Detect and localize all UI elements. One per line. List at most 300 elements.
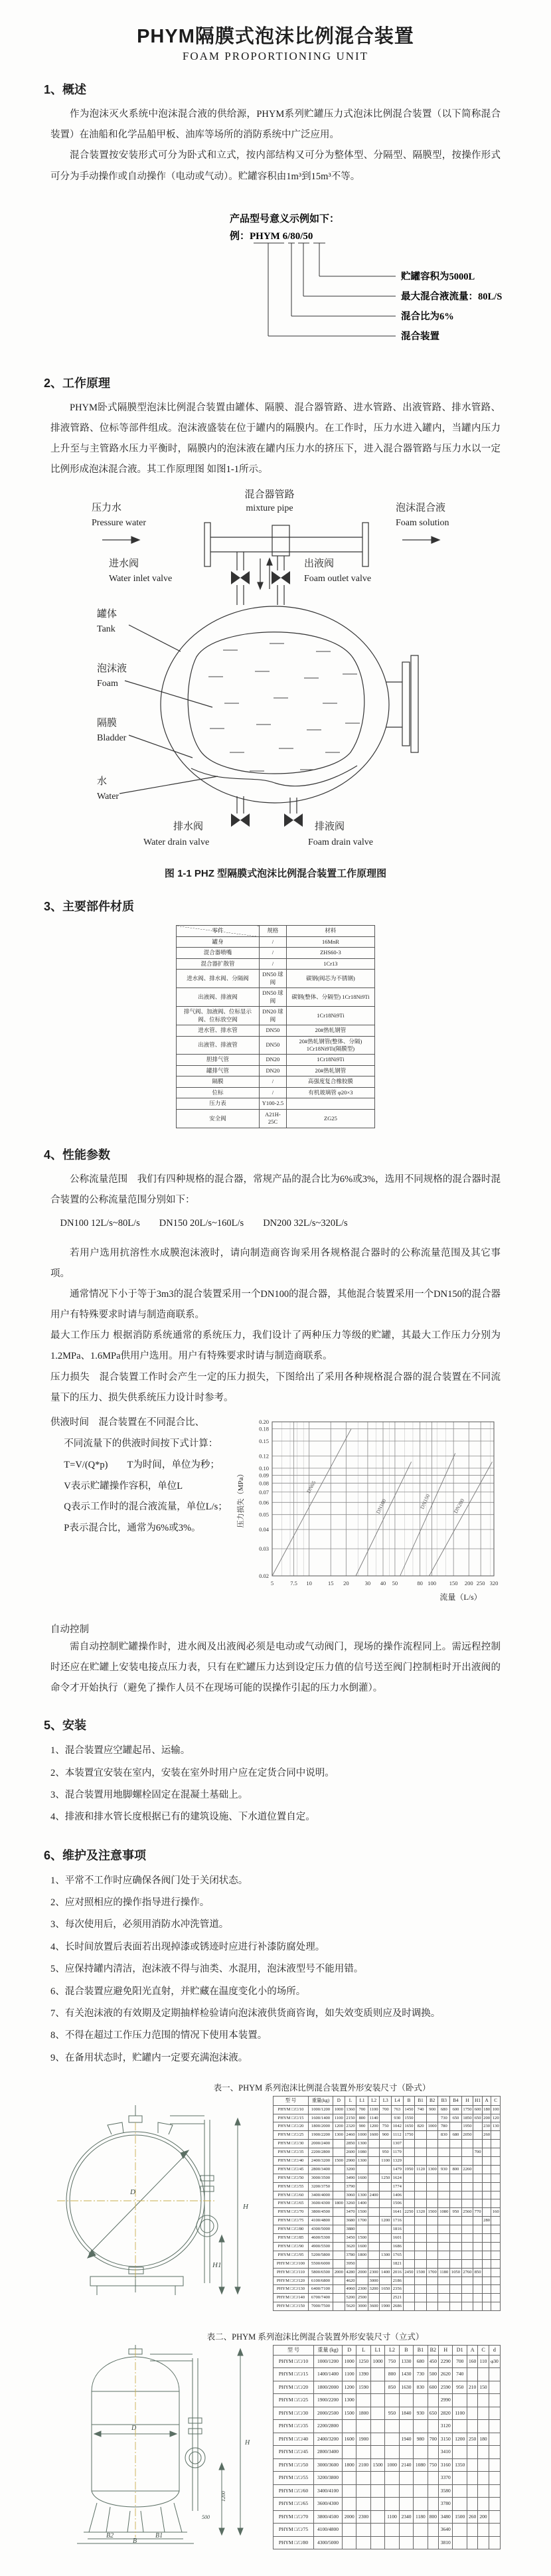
table-cell: 600 [473, 2105, 483, 2114]
table-cell [438, 2259, 450, 2268]
model-label-unit: 混合装置 [401, 331, 439, 342]
table-cell [438, 2191, 450, 2199]
svg-text:mixture pipe: mixture pipe [246, 503, 293, 514]
table-cell [467, 2536, 477, 2549]
table-cell [414, 2420, 428, 2433]
table-cell: 1140 [368, 2114, 380, 2122]
table-cell [399, 2524, 413, 2537]
column-header: A [467, 2345, 477, 2355]
table-cell [415, 2225, 427, 2234]
table-cell [478, 2472, 489, 2485]
table-cell [368, 2140, 380, 2148]
table-cell: 1250 [356, 2355, 370, 2368]
table-cell [370, 2484, 384, 2498]
table-cell [461, 2302, 473, 2311]
table-cell [426, 2174, 438, 2182]
table-cell: 3410 [439, 2446, 453, 2459]
table-cell: 2100 [356, 2458, 370, 2472]
table-cell: 1800 [356, 2251, 368, 2259]
dimensions-table-horizontal [273, 2096, 501, 2311]
table-cell: 210 [467, 2381, 477, 2394]
table-cell: 2460 [345, 2131, 356, 2140]
column-header: L2 [385, 2345, 399, 2355]
table-cell [461, 2259, 473, 2268]
table-cell: 位标 [177, 1087, 260, 1098]
table-cell [482, 2174, 491, 2182]
dim-label-b2: B2 [106, 2532, 114, 2539]
table-cell [482, 2302, 491, 2311]
table-cell [461, 2191, 473, 2199]
table-cell: 6700/7400 [309, 2294, 333, 2302]
svg-text:混合器管路: 混合器管路 [244, 489, 295, 501]
section1-para1: 作为泡沫灭火系统中泡沫混合液的供给源，PHYM系列贮罐压力式泡沫比例混合装置（以下简称混合装置）在油船和化学品船甲板、油库等场所的消防系统中广泛应用。 [50, 109, 501, 141]
table-cell [399, 2394, 413, 2407]
table-cell: 2000 [356, 2268, 368, 2276]
table-cell: 280 [482, 2217, 491, 2225]
table-cell [482, 2268, 491, 2276]
table-cell [426, 2225, 438, 2234]
table-cell: 20#热轧钢管(整体、分隔) 1Cr18Ni9Ti(隔膜型) [286, 1036, 374, 1055]
table-cell [467, 2420, 477, 2433]
list-item: 4、长时间放置后表面若出现掉漆或锈迹时应进行补漆防腐处理。 [50, 1941, 325, 1952]
table-cell: PHYM □/□/90 [274, 2242, 309, 2251]
figure1-valves [231, 571, 303, 827]
table-cell [385, 2498, 399, 2511]
table-cell: 1900/2200 [314, 2394, 343, 2407]
table-cell: 1590 [356, 2381, 370, 2394]
table-cell: 4100/4800 [314, 2524, 343, 2537]
table-row [274, 2208, 501, 2217]
table-cell [414, 2536, 428, 2549]
table-cell [399, 2472, 413, 2485]
table-cell: 130 [491, 2122, 501, 2131]
column-header: 重量(kg) [309, 2096, 333, 2105]
table-cell: DN50 [260, 1025, 287, 1036]
table-cell [356, 2276, 368, 2285]
table-row [177, 1109, 375, 1128]
svg-text:Foam outlet valve: Foam outlet valve [304, 574, 372, 584]
table-cell [461, 2157, 473, 2166]
table-cell [467, 2498, 477, 2511]
table-cell: 1600 [356, 2242, 368, 2251]
table-cell [385, 2433, 399, 2446]
table-cell [286, 1098, 374, 1109]
table-cell: 2000 [333, 2268, 345, 2276]
table-cell [403, 2148, 415, 2157]
table-cell [467, 2407, 477, 2420]
table-cell: 3600/4300 [314, 2498, 343, 2511]
table-cell: 1100 [343, 2368, 356, 2381]
table-cell: 3370 [439, 2472, 453, 2485]
svg-text:Water drain valve: Water drain valve [143, 837, 210, 848]
table-cell [438, 2225, 450, 2234]
table-cell: 200 [482, 2114, 491, 2122]
supply-time-line: Q表示工作时的混合液流量，单位L/s； [64, 1502, 228, 1513]
table-cell: 1601 [392, 2234, 404, 2243]
table-cell: 3120 [439, 2420, 453, 2433]
svg-text:Foam drain valve: Foam drain valve [308, 837, 373, 848]
dim-label-d: D [130, 2188, 135, 2196]
table-cell [461, 2140, 473, 2148]
table-row [274, 2472, 501, 2485]
table-cell [489, 2381, 500, 2394]
table-cell: 900 [356, 2122, 368, 2131]
table-cell: 1816 [392, 2225, 404, 2234]
table-cell [426, 2259, 438, 2268]
table-cell: 1000 [343, 2355, 356, 2368]
table-cell [491, 2302, 501, 2311]
table-row [274, 2165, 501, 2174]
table-cell: 罐排气管 [177, 1065, 260, 1076]
table-cell: 1750 [461, 2105, 473, 2114]
table-cell: 1750 [403, 2131, 415, 2140]
table-cell: 160 [491, 2208, 501, 2217]
table-cell: 1800 [343, 2458, 356, 2472]
table-cell: PHYM □/□/75 [274, 2524, 314, 2537]
table-cell: 850 [473, 2268, 483, 2276]
table-cell [450, 2191, 462, 2199]
table-cell [380, 2191, 392, 2199]
svg-text:Foam solution: Foam solution [396, 518, 449, 529]
table-cell: PHYM □/□/75 [274, 2217, 309, 2225]
table-cell [370, 2420, 384, 2433]
table-cell: 3780 [345, 2251, 356, 2259]
table-cell [450, 2225, 462, 2234]
table-cell: 1350 [453, 2458, 467, 2472]
table-cell: PHYM □/□/10 [274, 2105, 309, 2114]
table-cell [438, 2234, 450, 2243]
table-cell [482, 2251, 491, 2259]
table-cell: 2200/2800 [314, 2420, 343, 2433]
table-cell [333, 2276, 345, 2285]
table-cell [343, 2484, 356, 2498]
table-cell [482, 2242, 491, 2251]
table-cell [333, 2259, 345, 2268]
table-cell: 3200/3750 [309, 2182, 333, 2191]
dim-label-1200: 1200 [220, 2490, 226, 2502]
table-cell [473, 2217, 483, 2225]
model-diagram-svg [230, 210, 522, 353]
table-cell: 1390 [356, 2368, 370, 2381]
table-cell [370, 2498, 384, 2511]
table-cell: 650 [428, 2407, 438, 2420]
table-cell: 1500 [453, 2510, 467, 2524]
supply-time-and-chart [50, 1413, 501, 1615]
table-cell [450, 2199, 462, 2208]
table-cell [482, 2182, 491, 2191]
list-item: 6、混合装置应避免阳光直射，并贮藏在温度变化小的场所。 [50, 1986, 306, 1997]
table-cell [370, 2472, 384, 2485]
table-cell [415, 2148, 427, 2157]
table-cell: 3800/4500 [309, 2208, 333, 2217]
table-cell: ZHS60-3 [286, 948, 374, 958]
table-cell [478, 2458, 489, 2472]
section4-para2: 若用户选用抗溶性水成膜泡沫液时，请向制造商咨询采用各规格混合器时的公称流量范围及其它事项。 [50, 1247, 501, 1279]
table-cell: 750 [385, 2355, 399, 2368]
table-cell: 150 [478, 2381, 489, 2394]
table-cell [491, 2191, 501, 2199]
section4-para1: 公称流量范围 我们有四种规格的混合器，常规产品的混合比为6%或3%，选用不同规格的混合器时混合装置的公称流量范围分别如下： [50, 1173, 501, 1205]
table-cell: 730 [414, 2368, 428, 2381]
table-row [274, 2131, 501, 2140]
section1-para2: 混合装置按安装形式可分为卧式和立式，按内部结构又可分为整体型、分隔型、隔膜型，按操作形式可分为手动操作或自动操作（电动或气动）。贮罐容积由1m³到15m³不等。 [50, 150, 501, 182]
table-cell: ZG25 [286, 1109, 374, 1128]
table-cell: 1630 [399, 2381, 413, 2394]
table-cell: 2050 [461, 2131, 473, 2140]
table-cell: 4100/4800 [309, 2217, 333, 2225]
table-row [177, 1076, 375, 1087]
table-cell: 1000 [426, 2122, 438, 2131]
svg-text:40: 40 [380, 1579, 386, 1587]
table-cell: 2000/2500 [314, 2407, 343, 2420]
column-header: 重量 (kg) [314, 2345, 343, 2355]
table-cell: 500 [428, 2368, 438, 2381]
svg-text:0.15: 0.15 [259, 1437, 269, 1444]
table-cell [343, 2446, 356, 2459]
table-cell: 1940 [399, 2433, 413, 2446]
table-cell: 2820 [439, 2407, 453, 2420]
dim-label-500: 500 [202, 2514, 210, 2520]
table-cell [403, 2217, 415, 2225]
svg-text:泡沫液: 泡沫液 [97, 663, 127, 675]
table-cell [438, 2182, 450, 2191]
table-cell [438, 2276, 450, 2285]
table-cell: 2800/3400 [314, 2446, 343, 2459]
table-cell [491, 2285, 501, 2294]
table-row [177, 1098, 375, 1109]
table-row [274, 2122, 501, 2131]
table-cell: 1400/1400 [314, 2368, 343, 2381]
table-cell: 1100 [333, 2114, 345, 2122]
table-cell: DN20 球阀 [260, 1007, 287, 1025]
table-cell: 820 [415, 2122, 427, 2131]
table-cell: PHYM □/□/130 [274, 2285, 309, 2294]
table-cell: 950 [385, 2407, 399, 2420]
table-cell: / [260, 948, 287, 958]
horizontal-tank-svg [50, 2096, 270, 2315]
column-header: H [461, 2096, 473, 2105]
table-cell: 600 [450, 2105, 462, 2114]
table-cell: PHYM □/□/60 [274, 2191, 309, 2199]
table-cell: 110 [478, 2355, 489, 2368]
column-header: C [478, 2345, 489, 2355]
pressure-loss-chart [228, 1413, 501, 1615]
table-cell: 680 [414, 2355, 428, 2368]
table-cell: 3640 [439, 2524, 453, 2537]
svg-text:Foam: Foam [97, 679, 118, 689]
list-item: 2、应对照相应的操作指导进行操作。 [50, 1897, 210, 1909]
table-cell [333, 2251, 345, 2259]
table-cell: 450 [428, 2355, 438, 2368]
table-cell: 有机玻璃管 φ20×3 [286, 1087, 374, 1098]
table-cell [385, 2536, 399, 2549]
table-cell: 2186 [392, 2276, 404, 2285]
table-cell [482, 2140, 491, 2148]
table-cell: 3000/3600 [314, 2458, 343, 2472]
table-cell: 碳钢(整体、分隔型) 1Cr18Ni9Ti [286, 988, 374, 1007]
table-cell [461, 2217, 473, 2225]
table-cell [399, 2536, 413, 2549]
table-cell: 2400/3200 [314, 2433, 343, 2446]
table-cell: 100 [491, 2105, 501, 2114]
table-cell [426, 2140, 438, 2148]
svg-text:100: 100 [428, 1579, 436, 1587]
table-cell [333, 2217, 345, 2225]
table-cell: 1Cr18Ni9Ti [286, 1007, 374, 1025]
table-cell [368, 2234, 380, 2243]
table-cell [333, 2165, 345, 2174]
table-cell: 2250 [403, 2208, 415, 2217]
table-cell [415, 2217, 427, 2225]
table-cell [453, 2498, 467, 2511]
vertical-tank-drawing [50, 2345, 273, 2547]
svg-text:0.18: 0.18 [259, 1425, 269, 1432]
table-cell: 2150 [345, 2114, 356, 2122]
table-cell: PHYM □/□/25 [274, 2131, 309, 2140]
table-cell [356, 2524, 370, 2537]
table-cell: DN50 球阀 [260, 970, 287, 988]
table-cell [403, 2276, 415, 2285]
table-cell [473, 2199, 483, 2208]
table-cell [453, 2394, 467, 2407]
svg-text:0.03: 0.03 [259, 1545, 269, 1553]
svg-text:0.06: 0.06 [259, 1499, 269, 1506]
table-cell: PHYM □/□/110 [274, 2268, 309, 2276]
table-cell: 6400/7100 [309, 2285, 333, 2294]
table-cell: 1550 [403, 2114, 415, 2122]
table-cell [356, 2446, 370, 2459]
table-cell: 2400/3200 [309, 2157, 333, 2166]
table-row [274, 2276, 501, 2285]
table-cell: 20#热轧钢管 [286, 1065, 374, 1076]
table-cell: 1500 [370, 2458, 384, 2472]
table-cell: 1000/1200 [309, 2105, 333, 2114]
table-cell [428, 2394, 438, 2407]
table-cell [438, 2199, 450, 2208]
table-cell [380, 2114, 392, 2122]
table-cell [415, 2114, 427, 2122]
table-cell [370, 2381, 384, 2394]
svg-text:20: 20 [343, 1579, 349, 1587]
table-cell [450, 2294, 462, 2302]
table-cell: 950 [450, 2208, 462, 2217]
table-cell [482, 2208, 491, 2217]
table-cell: 4960 [345, 2285, 356, 2294]
table-row [274, 2114, 501, 2122]
table-cell [450, 2217, 462, 2225]
table-cell: PHYM □/□/80 [274, 2536, 314, 2549]
table-cell [491, 2199, 501, 2208]
table-cell: 3450 [345, 2234, 356, 2243]
table-cell [489, 2420, 500, 2433]
table-cell [450, 2182, 462, 2191]
supply-time-line: 不同流量下的供液时间按下式计算： [64, 1438, 218, 1449]
svg-text:DN65: DN65 [305, 1480, 317, 1494]
table-cell: PHYM □/□/30 [274, 2407, 314, 2420]
table-cell [428, 2484, 438, 2498]
table-row [177, 1065, 375, 1076]
table-cell [385, 2394, 399, 2407]
table-cell [426, 2191, 438, 2199]
supply-time-line: P表示混合比，通常为6%或3%。 [64, 1523, 201, 1534]
table-cell: 700 [428, 2433, 438, 2446]
table-cell [473, 2285, 483, 2294]
table-cell: 930 [438, 2165, 450, 2174]
table-cell [491, 2182, 501, 2191]
table-cell: 1624 [392, 2174, 404, 2182]
table-cell [380, 2225, 392, 2234]
table1-title: 表一、PHYM 系列泡沫比例混合装置外形安装尺寸（卧式） [213, 2083, 431, 2093]
table-cell [426, 2242, 438, 2251]
table-cell: 1Cr13 [286, 958, 374, 969]
table-cell [368, 2157, 380, 2166]
table-cell: 1506 [392, 2199, 404, 2208]
table-cell [438, 2242, 450, 2251]
table-cell: 2340 [399, 2510, 413, 2524]
table-cell [380, 2140, 392, 2148]
table-cell: 740 [453, 2368, 467, 2381]
table-cell: PHYM □/□/65 [274, 2199, 309, 2208]
table-cell [333, 2285, 345, 2294]
table-cell [467, 2524, 477, 2537]
table-cell [333, 2191, 345, 2199]
table-cell [467, 2446, 477, 2459]
table-cell: 3000 [368, 2276, 380, 2285]
table-cell: 1000 [370, 2355, 384, 2368]
table-cell [426, 2131, 438, 2140]
table-cell: 4300/5000 [309, 2225, 333, 2234]
supply-time-block [50, 1413, 228, 1539]
table-cell [368, 2148, 380, 2157]
table-cell: 1330 [399, 2355, 413, 2368]
table-cell [473, 2191, 483, 2199]
table-cell [333, 2242, 345, 2251]
table-cell: 700 [356, 2105, 368, 2114]
supply-time-line: 供液时间 混合装置在不同混合比、 [50, 1417, 204, 1428]
table-cell: 1400 [356, 2199, 368, 2208]
table-cell: 3490 [345, 2174, 356, 2182]
table-cell [399, 2498, 413, 2511]
table-cell: 1774 [392, 2182, 404, 2191]
table-cell: 730 [438, 2114, 450, 2122]
table-cell: 200 [478, 2510, 489, 2524]
svg-text:30: 30 [364, 1579, 371, 1587]
table-cell [438, 2148, 450, 2157]
table-cell: 1080 [414, 2458, 428, 2472]
table-cell: 1100 [380, 2157, 392, 2166]
table-cell: 1050 [450, 2268, 462, 2276]
table-cell [491, 2276, 501, 2285]
table-cell [438, 2251, 450, 2259]
table-cell [403, 2191, 415, 2199]
table-cell [343, 2472, 356, 2485]
svg-text:DN150: DN150 [419, 1493, 432, 1510]
table-cell: 4900/5500 [309, 2242, 333, 2251]
table-cell [368, 2294, 380, 2302]
table-cell [491, 2165, 501, 2174]
table-cell: PHYM □/□/50 [274, 2174, 309, 2182]
table-cell: / [260, 958, 287, 969]
table-cell: 3480 [439, 2510, 453, 2524]
table-cell [489, 2510, 500, 2524]
table-row [274, 2225, 501, 2234]
table-cell: 2760 [461, 2268, 473, 2276]
table-cell: 1650 [403, 2122, 415, 2131]
list-item: 7、有关泡沫液的有效期及定期抽样检验请向泡沫液供货商咨询，如失效变质则应及时调换。 [50, 2008, 441, 2019]
column-header: H [439, 2345, 453, 2355]
table-cell: 2500 [356, 2294, 368, 2302]
table-cell [380, 2165, 392, 2174]
